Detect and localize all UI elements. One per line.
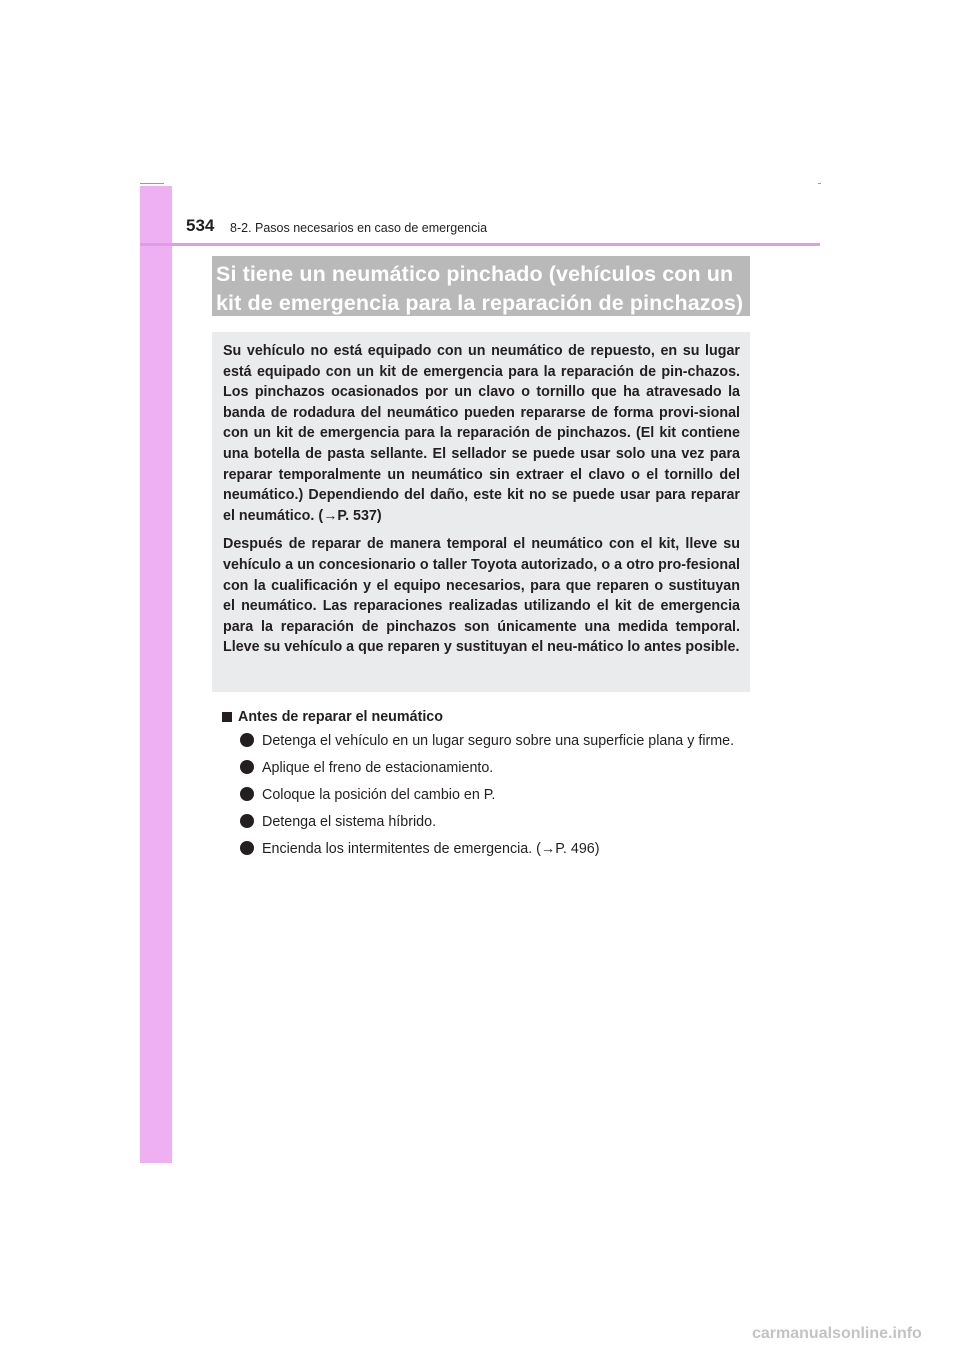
list-item-text: Detenga el vehículo en un lugar seguro sobre una superficie plana y firme. (262, 733, 735, 749)
bullet-dot-icon (240, 841, 254, 855)
square-bullet-icon (222, 712, 232, 722)
info-paragraph-1: Su vehículo no está equipado con un neumático de repuesto, en su lugar está equipado con un kit de emergencia para la reparación de pin-chazos. Los pinchazos ocasionados por un clavo o tornillo que ha atravesado la banda de rodadura del neumático pueden repararse de forma provi-sional con un kit de emergencia para la reparación de pinchazos. (El kit contiene una botella de pasta sellante. El sellador se puede usar solo una vez para reparar temporalmente un neumático sin extraer el clavo o el tornillo del neumático.) Dependiendo del daño, este kit no se puede usar para reparar el neumático. (→P. 537) (223, 343, 740, 524)
list-item-text: Coloque la posición del cambio en P. (262, 787, 496, 803)
list-item (240, 757, 750, 779)
list-item (240, 784, 750, 806)
chapter-sidebar-tab (140, 186, 172, 1163)
section-title-line-2: kit de emergencia para la reparación de pinchazos) (216, 291, 744, 315)
watermark: carmanualsonline.info (752, 1325, 922, 1342)
list-item (240, 730, 750, 752)
bullet-dot-icon (240, 787, 254, 801)
page-number: 534 (186, 216, 215, 235)
bullet-dot-icon (240, 760, 254, 774)
info-box (212, 332, 750, 692)
info-paragraph-2: Después de reparar de manera temporal el neumático con el kit, lleve su vehículo a un concesionario o taller Toyota autorizado, o a otro pro-fesional con la cualificación y el equipo necesarios, para que reparen o sustituyan el neumático. Las reparaciones realizadas utilizando el kit de emergencia para la reparación de pinchazos son únicamente una medida temporal. Lleve su vehículo a que reparen y sustituyan el neu-mático lo antes posible. (223, 536, 740, 656)
section-title-line-1: Si tiene un neumático pinchado (vehículos con un (216, 262, 734, 286)
bullet-dot-icon (240, 733, 254, 747)
crop-mark-right (818, 183, 821, 184)
bullet-dot-icon (240, 814, 254, 828)
before-repair-section (222, 707, 750, 860)
list-item (240, 811, 750, 833)
section-title-banner (212, 256, 750, 316)
list-item (240, 838, 750, 860)
list-item-text: Encienda los intermitentes de emergencia. (→P. 496) (262, 841, 600, 857)
header-rule (140, 243, 820, 246)
list-item-text: Detenga el sistema híbrido. (262, 814, 437, 830)
before-repair-heading-text: Antes de reparar el neumático (238, 709, 443, 725)
crop-mark-left (140, 183, 164, 184)
list-item-text: Aplique el freno de estacionamiento. (262, 760, 494, 776)
before-repair-heading (222, 707, 750, 727)
section-path: 8-2. Pasos necesarios en caso de emergencia (230, 221, 488, 235)
